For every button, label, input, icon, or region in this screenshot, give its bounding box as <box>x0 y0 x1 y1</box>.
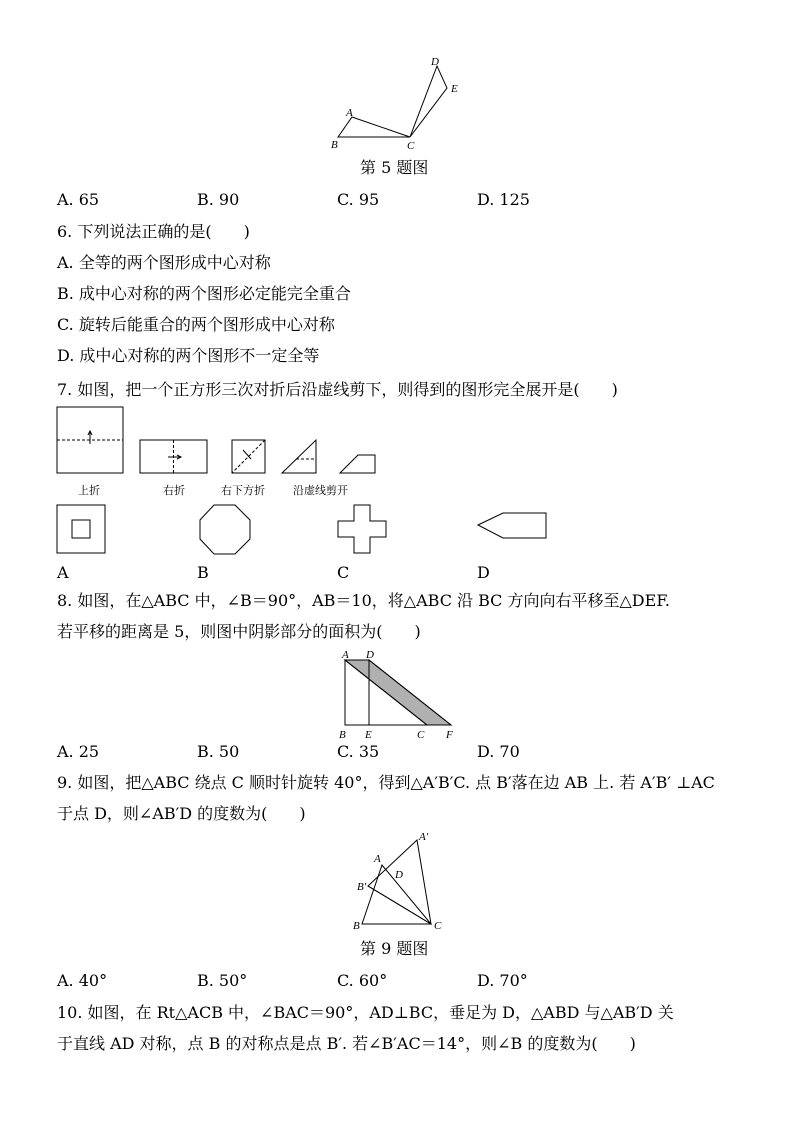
q5-option-c: C. 95 <box>337 190 380 209</box>
q8-option-a: A. 25 <box>57 742 100 761</box>
q9-option-d: D. 70° <box>477 971 528 990</box>
q7-option-a-shape <box>57 505 105 553</box>
q7-step4-result <box>340 455 375 473</box>
q8-stem-line2: 若平移的距离是 5，则图中阴影部分的面积为( ) <box>57 622 421 641</box>
q5-caption: 第 5 题图 <box>360 158 429 177</box>
q7-step1-label: 上折 <box>78 484 100 497</box>
q5-option-b: B. 90 <box>197 190 240 209</box>
q7-option-b: B <box>197 563 209 582</box>
q7-stem: 7. 如图，把一个正方形三次对折后沿虚线剪下，则得到的图形完全展开是( ) <box>57 380 618 399</box>
q6-option-a: A. 全等的两个图形成中心对称 <box>57 253 271 272</box>
q8-option-b: B. 50 <box>197 742 240 761</box>
q8-option-c: C. 35 <box>337 742 380 761</box>
q7-option-c: C <box>337 563 350 582</box>
q9-label-a1: A′ <box>419 831 429 843</box>
q8-stem-line1: 8. 如图，在△ABC 中，∠B＝90°，AB＝10，将△ABC 沿 BC 方向向右平移至△DEF. <box>57 591 671 610</box>
q8-label-f: F <box>446 729 453 740</box>
q7-option-a: A <box>57 563 69 582</box>
q5-label-a: A <box>346 107 353 119</box>
q9-option-c: C. 60° <box>337 971 388 990</box>
q7-options-figure <box>50 500 560 560</box>
q5-label-e: E <box>451 83 458 95</box>
q8-option-d: D. 70 <box>477 742 520 761</box>
q9-option-a: A. 40° <box>57 971 108 990</box>
q9-label-c: C <box>434 920 442 932</box>
q8-label-d: D <box>366 649 374 661</box>
q9-label-d: D <box>395 869 403 881</box>
q7-option-a-hole <box>72 520 90 538</box>
q7-step4-label: 沿虚线剪开 <box>293 484 348 497</box>
q5-label-d: D <box>431 56 439 68</box>
q9-label-b: B <box>353 920 360 932</box>
q9-stem-line2: 于点 D，则∠AB′D 的度数为( ) <box>57 804 306 823</box>
q5-triangle-abc <box>338 117 410 137</box>
q9-label-a: A <box>374 853 381 865</box>
q10-stem-line2: 于直线 AD 对称，点 B 的对称点是点 B′. 若∠B′AC＝14°，则∠B 的度数为( ) <box>57 1034 636 1053</box>
q8-label-a: A <box>342 649 349 661</box>
q5-option-d: D. 125 <box>477 190 530 209</box>
q9-figure <box>345 828 455 936</box>
q8-shaded-region <box>345 660 451 725</box>
q7-option-d: D <box>477 563 490 582</box>
q7-folding-steps <box>50 403 390 481</box>
q9-stem-line1: 9. 如图，把△ABC 绕点 C 顺时针旋转 40°，得到△A′B′C. 点 B′落在边 AB 上. 若 A′B′ ⊥AC <box>57 773 715 792</box>
q5-triangle-cde <box>410 66 447 137</box>
q8-label-b: B <box>339 729 346 740</box>
q8-figure <box>335 645 465 740</box>
q10-stem-line1: 10. 如图，在 Rt△ACB 中，∠BAC＝90°，AD⊥BC，垂足为 D，△ABD 与△AB′D 关 <box>57 1003 674 1022</box>
q6-stem: 6. 下列说法正确的是( ) <box>57 222 250 241</box>
q6-option-c: C. 旋转后能重合的两个图形成中心对称 <box>57 315 335 334</box>
q5-label-c: C <box>407 140 415 152</box>
q8-label-e: E <box>365 729 372 740</box>
q6-option-b: B. 成中心对称的两个图形必定能完全重合 <box>57 284 351 303</box>
q5-option-a: A. 65 <box>57 190 100 209</box>
q7-step4-triangle <box>282 440 316 473</box>
q7-option-b-shape <box>200 505 250 554</box>
q7-option-d-shape <box>478 513 546 538</box>
q5-figure <box>325 50 475 155</box>
q9-caption: 第 9 题图 <box>360 939 429 958</box>
q7-option-c-shape <box>338 505 386 553</box>
q6-option-d: D. 成中心对称的两个图形不一定全等 <box>57 346 320 365</box>
q7-step2-label: 右折 <box>163 484 185 497</box>
q7-step3-label: 右下方折 <box>221 484 265 497</box>
q5-label-b: B <box>331 139 338 151</box>
q8-label-c: C <box>417 729 425 740</box>
q9-option-b: B. 50° <box>197 971 248 990</box>
q9-label-b1: B′ <box>357 881 367 893</box>
q8-triangle-def <box>369 660 451 725</box>
